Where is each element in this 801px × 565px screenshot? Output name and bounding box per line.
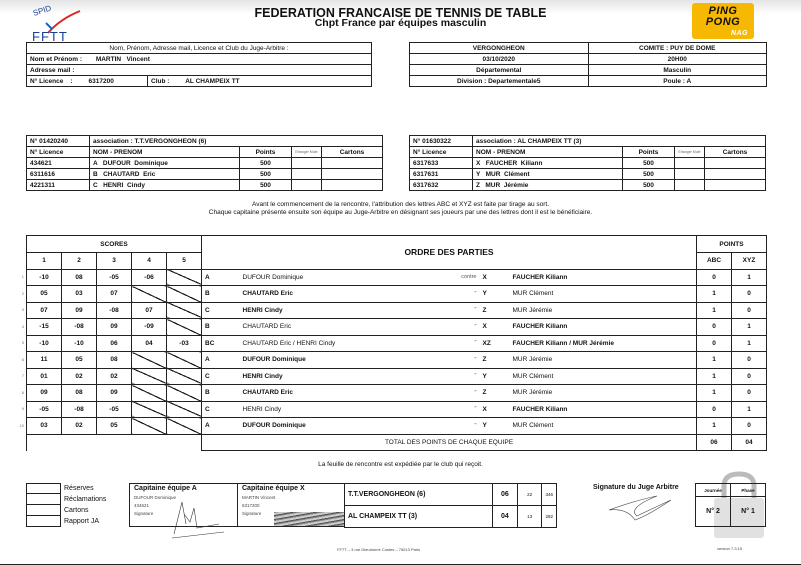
points-xyz: 1	[732, 335, 767, 352]
set-score[interactable]	[132, 368, 167, 385]
captain-a-signature-label: Signature	[134, 511, 154, 516]
set-score[interactable]	[167, 286, 202, 303]
result-team: T.T.VERGONGHEON (6)	[345, 484, 493, 506]
set-score[interactable]	[167, 352, 202, 369]
set-score[interactable]: -10	[27, 269, 62, 286]
player-cartons[interactable]	[705, 158, 766, 169]
versus-label: "	[430, 335, 480, 352]
set-score[interactable]	[167, 401, 202, 418]
referee-name-value[interactable]: MARTIN Vincent	[95, 55, 150, 63]
player-x-name: MUR Clément	[510, 286, 697, 303]
player-a-name: DUFOUR Dominique	[240, 352, 430, 369]
player-a-letter: B	[202, 319, 240, 336]
set-number: 1	[27, 253, 62, 270]
total-label: TOTAL DES POINTS DE CHAQUE EQUIPE	[202, 434, 697, 451]
game-number: 4	[21, 323, 24, 329]
total-xyz: 04	[732, 434, 767, 451]
set-score[interactable]	[167, 418, 202, 435]
game-row	[27, 418, 767, 435]
reclamations-checkbox[interactable]	[26, 494, 61, 505]
team-x-player-row	[410, 180, 766, 191]
captain-a-box	[129, 483, 238, 527]
player-x-name: MUR Clément	[510, 418, 697, 435]
referee-table	[26, 42, 372, 87]
checkbox-row	[26, 483, 106, 494]
player-a-name: DUFOUR Dominique	[240, 418, 430, 435]
player-name: X FAUCHER Kiliann	[473, 158, 623, 169]
col-etranger: Etranger Muté	[292, 147, 322, 158]
player-x-name: FAUCHER Kiliann	[510, 269, 697, 286]
checkbox-label: Rapport JA	[64, 518, 100, 525]
set-score[interactable]	[132, 401, 167, 418]
game-number-column	[14, 269, 24, 434]
player-licence: 6317631	[410, 169, 473, 180]
player-x-letter: Z	[480, 302, 510, 319]
points-xyz: 0	[732, 352, 767, 369]
draw-note-1: Avant le commencement de la rencontre, l'attribution des lettres ABC et XYZ est faite par tirage au sort.	[251, 201, 550, 208]
set-score[interactable]: 09	[97, 385, 132, 402]
player-a-name: CHAUTARD Eric	[240, 286, 430, 303]
time: 20H00	[588, 54, 767, 65]
set-score[interactable]	[132, 286, 167, 303]
level: Départemental	[410, 65, 589, 76]
set-score[interactable]: -05	[97, 401, 132, 418]
version: version 7.3.15	[717, 546, 743, 551]
result-pts: 282	[542, 506, 557, 528]
set-score[interactable]: 02	[62, 368, 97, 385]
player-x-letter: X	[480, 269, 510, 286]
game-row	[27, 401, 767, 418]
points-xyz: 0	[732, 286, 767, 303]
player-a-letter: B	[202, 286, 240, 303]
player-points: 500	[240, 180, 292, 191]
set-score[interactable]: 07	[97, 286, 132, 303]
versus-label: "	[430, 418, 480, 435]
svg-text:SPID: SPID	[31, 3, 53, 18]
player-a-name: CHAUTARD Eric	[240, 319, 430, 336]
draw-note-2: Chaque capitaine présente ensuite son équipe au Juge-Arbitre en désignant ses joueurs par une des lettres dont il est le bénéficiaire.	[208, 209, 593, 216]
player-a-letter: A	[202, 418, 240, 435]
captain-a-signature[interactable]	[164, 494, 234, 539]
set-score[interactable]	[167, 385, 202, 402]
player-x-name: MUR Clément	[510, 368, 697, 385]
team-a-number: N° 01420240	[27, 136, 90, 147]
player-points: 500	[240, 158, 292, 169]
versus-label: "	[430, 319, 480, 336]
player-points: 500	[623, 169, 675, 180]
division: Division : Departementale5	[410, 76, 589, 87]
team-x-player-row	[410, 169, 766, 180]
referee-mail-label[interactable]: Adresse mail :	[27, 65, 372, 76]
result-row	[345, 506, 557, 528]
journee-phase-table	[695, 483, 766, 527]
order-heading: ORDRE DES PARTIES	[202, 236, 697, 270]
player-a-name: HENRI Cindy	[240, 401, 430, 418]
points-xyz: 0	[732, 385, 767, 402]
player-a-letter: B	[202, 385, 240, 402]
player-etranger[interactable]	[675, 180, 705, 191]
player-a-name: CHAUTARD Eric	[240, 385, 430, 402]
referee-club-cell	[148, 76, 372, 87]
player-x-letter: X	[480, 401, 510, 418]
set-score[interactable]: 02	[62, 418, 97, 435]
captain-x-signature-label: Signature	[242, 511, 262, 516]
game-row	[27, 319, 767, 336]
svg-text:FFTT: FFTT	[32, 29, 68, 43]
set-score[interactable]: 05	[97, 418, 132, 435]
points-abc: 1	[697, 302, 732, 319]
team-a-player-row	[27, 158, 383, 169]
player-etranger[interactable]	[292, 180, 322, 191]
referee-club-label: Club :	[151, 77, 170, 85]
set-score[interactable]: 05	[62, 352, 97, 369]
set-score[interactable]	[167, 368, 202, 385]
checkbox-row	[26, 505, 106, 516]
referee-licence-cell	[27, 76, 148, 87]
set-number: 4	[132, 253, 167, 270]
set-score[interactable]: 03	[27, 418, 62, 435]
player-points: 500	[623, 158, 675, 169]
referee-licence-value[interactable]: 6317200	[88, 77, 114, 85]
set-score[interactable]: 02	[97, 368, 132, 385]
page-subtitle: Chpt France par équipes masculin	[314, 17, 487, 29]
player-licence: 4221311	[27, 180, 90, 191]
player-a-name: HENRI Cindy	[240, 368, 430, 385]
player-cartons[interactable]	[322, 158, 383, 169]
game-row	[27, 368, 767, 385]
checkbox-label: Réclamations	[64, 496, 107, 503]
col-cartons: Cartons	[705, 147, 766, 158]
points-abc: 0	[697, 401, 732, 418]
set-score[interactable]: 08	[97, 352, 132, 369]
logo-line: PING	[708, 5, 738, 17]
player-name: B CHAUTARD Eric	[90, 169, 240, 180]
scores-heading: SCORES	[27, 236, 202, 253]
set-score[interactable]: -03	[167, 335, 202, 352]
referee-signature-label: Signature du Juge Arbitre	[593, 484, 679, 491]
set-score[interactable]: 08	[62, 385, 97, 402]
referee-club-value[interactable]: AL CHAMPEIX TT	[185, 77, 240, 85]
game-row	[27, 269, 767, 286]
result-pts: 346	[542, 484, 557, 506]
game-number: 1	[21, 274, 24, 279]
set-score[interactable]: -05	[97, 269, 132, 286]
col-licence: N° Licence	[410, 147, 473, 158]
game-row	[27, 302, 767, 319]
captain-x-signature[interactable]	[274, 512, 344, 526]
game-number: 10	[19, 422, 24, 428]
set-score[interactable]	[167, 269, 202, 286]
player-points: 500	[240, 169, 292, 180]
player-cartons[interactable]	[322, 169, 383, 180]
set-score[interactable]: -05	[27, 401, 62, 418]
result-sets: 22	[517, 484, 542, 506]
abc-heading: ABC	[697, 253, 732, 270]
date: 03/10/2020	[410, 54, 589, 65]
checkbox-label: Réserves	[64, 485, 94, 492]
set-score[interactable]: -08	[97, 302, 132, 319]
player-x-letter: Z	[480, 385, 510, 402]
phase-label: Phase	[731, 484, 766, 497]
set-score[interactable]: -08	[62, 319, 97, 336]
player-cartons[interactable]	[705, 169, 766, 180]
logo-line: NAG	[730, 30, 748, 37]
set-score[interactable]: 09	[62, 302, 97, 319]
set-score[interactable]: 04	[132, 335, 167, 352]
points-xyz: 0	[732, 302, 767, 319]
journee-label: Journée	[696, 484, 731, 497]
player-name: A DUFOUR Dominique	[90, 158, 240, 169]
player-a-letter: C	[202, 302, 240, 319]
set-score[interactable]	[167, 319, 202, 336]
set-number: 5	[167, 253, 202, 270]
set-score[interactable]: -10	[27, 335, 62, 352]
game-number: 7	[21, 373, 24, 378]
comite: COMITE : PUY DE DOME	[588, 43, 767, 54]
col-points: Points	[623, 147, 675, 158]
page-title: FEDERATION FRANCAISE DE TENNIS DE TABLE	[254, 6, 547, 20]
col-etranger: Etranger Muté	[675, 147, 705, 158]
set-score[interactable]	[132, 352, 167, 369]
checkbox-row	[26, 494, 106, 505]
referee-licence-label: N° Licence :	[30, 77, 73, 85]
player-licence: 6317633	[410, 158, 473, 169]
player-x-name: MUR Jérémie	[510, 385, 697, 402]
versus-label: "	[430, 401, 480, 418]
col-name: NOM - PRENOM	[90, 147, 240, 158]
captain-x-title: Capitaine équipe X	[242, 485, 305, 492]
result-sets: 13	[517, 506, 542, 528]
set-score[interactable]: 03	[62, 286, 97, 303]
referee-heading: Nom, Prénom, Adresse mail, Licence et Club du Juge-Arbitre :	[27, 43, 372, 54]
player-x-letter: Y	[480, 286, 510, 303]
player-name: C HENRI Cindy	[90, 180, 240, 191]
player-a-letter: A	[202, 269, 240, 286]
player-licence: 6311616	[27, 169, 90, 180]
team-a-association: association : T.T.VERGONGHEON (6)	[90, 136, 383, 147]
points-abc: 0	[697, 319, 732, 336]
venue: VERGONGHEON	[410, 43, 589, 54]
set-score[interactable]: -09	[132, 319, 167, 336]
player-etranger[interactable]	[292, 158, 322, 169]
game-row	[27, 335, 767, 352]
player-cartons[interactable]	[705, 180, 766, 191]
referee-name-label: Nom et Prénom :	[30, 55, 83, 63]
player-a-letter: C	[202, 401, 240, 418]
referee-name-row	[27, 54, 372, 65]
set-score[interactable]: 09	[27, 385, 62, 402]
captain-a-name: DUFOUR Dominique	[134, 495, 177, 500]
player-x-name: FAUCHER Kiliann / MUR Jérémie	[510, 335, 697, 352]
col-cartons: Cartons	[322, 147, 383, 158]
points-abc: 1	[697, 352, 732, 369]
points-abc: 1	[697, 385, 732, 402]
logo-line: PONG	[705, 16, 741, 28]
captain-x-licence: 6317200	[242, 503, 260, 508]
captain-a-licence: 434621	[134, 503, 150, 508]
set-score[interactable]: 11	[27, 352, 62, 369]
captain-a-title: Capitaine équipe A	[134, 485, 197, 492]
set-score[interactable]	[132, 385, 167, 402]
checkbox-list	[26, 483, 106, 527]
player-licence: 6317632	[410, 180, 473, 191]
player-x-name: MUR Jérémie	[510, 352, 697, 369]
player-x-name: MUR Jérémie	[510, 302, 697, 319]
team-x-number: N° 01630322	[410, 136, 473, 147]
versus-label: "	[430, 286, 480, 303]
captain-x-name: MARTIN Vincent	[242, 495, 276, 500]
game-number: 3	[21, 307, 24, 312]
set-score[interactable]: 06	[97, 335, 132, 352]
team-a-player-row	[27, 169, 383, 180]
player-a-name: DUFOUR Dominique	[240, 269, 430, 286]
points-abc: 1	[697, 286, 732, 303]
team-a-player-row	[27, 180, 383, 191]
game-number: 9	[21, 406, 24, 411]
points-xyz: 0	[732, 368, 767, 385]
result-team: AL CHAMPEIX TT (3)	[345, 506, 493, 528]
result-row	[345, 484, 557, 506]
set-score[interactable]	[132, 418, 167, 435]
col-name: NOM - PRENOM	[473, 147, 623, 158]
team-x-association: association : AL CHAMPEIX TT (3)	[473, 136, 766, 147]
total-abc: 06	[697, 434, 732, 451]
set-score[interactable]: 05	[27, 286, 62, 303]
xyz-heading: XYZ	[732, 253, 767, 270]
set-number: 2	[62, 253, 97, 270]
captain-x-box	[237, 483, 345, 527]
player-etranger[interactable]	[675, 158, 705, 169]
versus-label: "	[430, 302, 480, 319]
player-a-letter: BC	[202, 335, 240, 352]
player-x-letter: Y	[480, 368, 510, 385]
points-abc: 1	[697, 368, 732, 385]
set-score[interactable]: 09	[97, 319, 132, 336]
set-score[interactable]	[167, 302, 202, 319]
game-row	[27, 385, 767, 402]
set-score[interactable]: 07	[27, 302, 62, 319]
match-info-table	[409, 42, 767, 87]
player-x-letter: Y	[480, 418, 510, 435]
player-points: 500	[623, 180, 675, 191]
set-number: 3	[97, 253, 132, 270]
phase-value: N° 1	[731, 497, 766, 527]
set-score[interactable]: 08	[62, 269, 97, 286]
points-abc: 0	[697, 335, 732, 352]
game-row	[27, 352, 767, 369]
player-etranger[interactable]	[292, 169, 322, 180]
player-x-letter: Z	[480, 352, 510, 369]
team-x-player-row	[410, 158, 766, 169]
points-xyz: 0	[732, 418, 767, 435]
journee-value: N° 2	[696, 497, 731, 527]
checkbox-label: Cartons	[64, 507, 89, 514]
player-a-letter: C	[202, 368, 240, 385]
referee-signature[interactable]	[607, 494, 677, 522]
result-points: 06	[492, 484, 517, 506]
player-x-letter: X	[480, 319, 510, 336]
blank-cell	[27, 434, 202, 451]
player-etranger[interactable]	[675, 169, 705, 180]
versus-label: "	[430, 352, 480, 369]
set-score[interactable]: -10	[62, 335, 97, 352]
game-number: 2	[21, 290, 24, 296]
gender: Masculin	[588, 65, 767, 76]
result-points: 04	[492, 506, 517, 528]
result-table	[344, 483, 557, 528]
footer-address: FFTT – 3 rue Dieudonné Costes – 75013 Paris	[337, 547, 421, 552]
points-xyz: 1	[732, 319, 767, 336]
checkbox-row	[26, 516, 106, 527]
set-score[interactable]: -08	[62, 401, 97, 418]
set-score[interactable]: 01	[27, 368, 62, 385]
game-row	[27, 286, 767, 303]
game-number: 6	[21, 356, 24, 362]
cartons-checkbox[interactable]	[26, 505, 61, 516]
team-x-table	[409, 135, 766, 191]
points-heading: POINTS	[697, 236, 767, 253]
set-score[interactable]: -06	[132, 269, 167, 286]
col-licence: N° Licence	[27, 147, 90, 158]
set-score[interactable]: 07	[132, 302, 167, 319]
rapport-ja-checkbox[interactable]	[26, 516, 61, 527]
team-a-table	[26, 135, 383, 191]
reserves-checkbox[interactable]	[26, 483, 61, 494]
points-abc: 1	[697, 418, 732, 435]
poule: Poule : A	[588, 76, 767, 87]
game-number: 5	[21, 340, 24, 345]
points-xyz: 1	[732, 401, 767, 418]
player-a-letter: A	[202, 352, 240, 369]
player-name: Z MUR Jérémie	[473, 180, 623, 191]
player-cartons[interactable]	[322, 180, 383, 191]
versus-label: "	[430, 385, 480, 402]
points-abc: 0	[697, 269, 732, 286]
set-score[interactable]: -15	[27, 319, 62, 336]
games-table	[26, 235, 767, 451]
player-licence: 434621	[27, 158, 90, 169]
sent-note: La feuille de rencontre est expédiée par le club qui reçoit.	[318, 461, 483, 468]
points-xyz: 1	[732, 269, 767, 286]
player-name: Y MUR Clément	[473, 169, 623, 180]
versus-label: "	[430, 368, 480, 385]
game-number: 8	[21, 389, 24, 395]
player-a-name: HENRI Cindy	[240, 302, 430, 319]
versus-label: contre	[430, 269, 480, 286]
player-x-name: FAUCHER Kiliann	[510, 401, 697, 418]
player-a-name: CHAUTARD Eric / HENRI Cindy	[240, 335, 430, 352]
player-x-name: FAUCHER Kiliann	[510, 319, 697, 336]
col-points: Points	[240, 147, 292, 158]
player-x-letter: XZ	[480, 335, 510, 352]
